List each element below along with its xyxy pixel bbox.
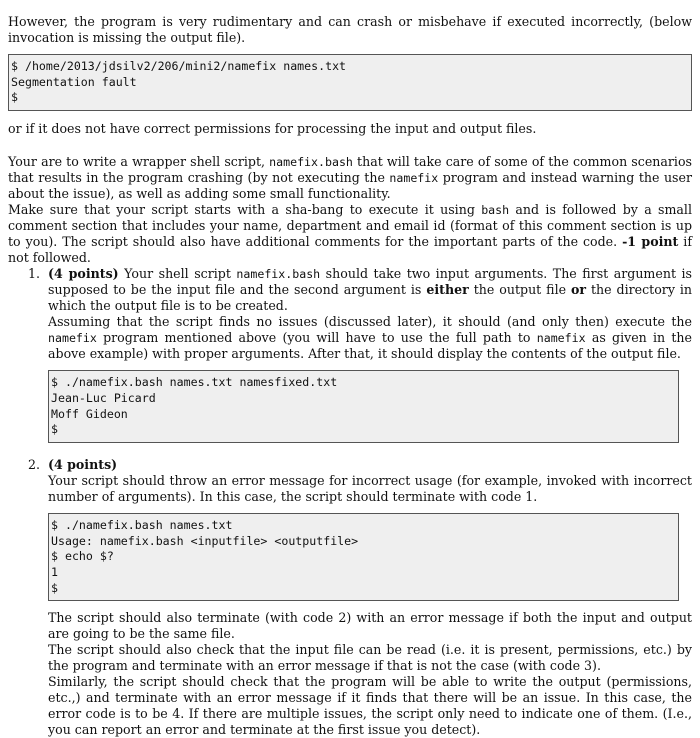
code-line: $ ./namefix.bash names.txt namesfixed.txt: [51, 375, 338, 390]
shebang-text: if not followed.: [8, 234, 692, 266]
item-text: as given in the above example) with proper arguments. After that, it should display the contents of the output file.: [48, 330, 692, 362]
program-name: namefix: [536, 331, 586, 346]
item-text: should take two input arguments. The first argument is supposed to be the input file and the second argument is: [48, 266, 693, 298]
task-paragraph: [8, 154, 692, 202]
shebang-paragraph: [8, 202, 692, 266]
requirement-item-2: [8, 457, 692, 738]
item-text: the directory in which the output file is to be created.: [48, 282, 693, 314]
item-number: 2.: [28, 456, 41, 472]
script-name: namefix.bash: [269, 155, 353, 170]
item-text: Assuming that the script finds no issues (discussed later), it should (and only then) execute the: [48, 314, 692, 330]
requirement-item-1: [8, 266, 692, 443]
code-line: Moff Gideon: [51, 406, 128, 421]
code-line: $ /home/2013/jdsilv2/206/mini2/namefix names.txt: [11, 59, 347, 73]
bash-name: bash: [481, 203, 510, 218]
item1-execution-paragraph: [48, 314, 692, 362]
item-text: the output file: [468, 282, 571, 298]
output-check-paragraph: Similarly, the script should check that the program will be able to write the output (permissions, etc.,) and terminate with an error message if it finds that there will be an issue. In this case, the error code is to be 4. If there are multiple issues, the script only need to indicate one of them. (I.e., you can report an error and terminate at the first issue you detect).: [48, 674, 692, 738]
code-line: $: [11, 90, 18, 105]
emphasis-either: either: [426, 282, 469, 298]
code-line: $ echo $?: [51, 549, 114, 564]
code-block-usage: [48, 513, 679, 602]
task-text: Your are to write a wrapper shell script,: [8, 154, 270, 170]
item1-paragraph: [48, 266, 692, 314]
intro-paragraph: However, the program is very rudimentary and can crash or misbehave if executed incorrectly, (below invocation is missing the output file).: [8, 14, 692, 45]
code-block-example-run: [48, 370, 679, 443]
program-name: namefix: [389, 171, 439, 186]
item2-usage-paragraph: Your script should throw an error message for incorrect usage (for example, invoked with incorrect number of arguments). In this case, the script should terminate with code 1.: [48, 472, 692, 504]
code-line: $ ./namefix.bash names.txt: [51, 517, 233, 532]
penalty-text: -1 point: [622, 234, 679, 250]
shebang-text: and is followed by a small comment section that includes your name, department and email id (format of this comment section is up to you). The script should also have additional comments for the important parts of the code.: [8, 202, 692, 250]
code-block-segfault: [8, 54, 692, 111]
code-line: $: [51, 580, 58, 595]
permissions-paragraph: or if it does not have correct permissions for processing the input and output files.: [8, 121, 537, 137]
emphasis-or: or: [571, 282, 587, 298]
task-text: program and instead warning the user about the issue), as well as adding some small functionality.: [8, 170, 692, 202]
program-name: namefix: [48, 331, 97, 346]
code-line: 1: [51, 565, 58, 580]
item-text: Your shell script: [118, 266, 237, 282]
input-check-paragraph: The script should also check that the input file can be read (i.e. it is present, permissions, etc.) by the program and terminate with an error message if that is not the case (with code 3).: [48, 642, 692, 674]
item-text: program mentioned above (you will have to use the full path to: [96, 330, 537, 346]
same-file-paragraph: The script should also terminate (with code 2) with an error message if both the input and output are going to be the same file.: [48, 610, 692, 642]
code-line: $: [51, 422, 58, 437]
code-line: Usage: namefix.bash <inputfile> <outputfile>: [51, 533, 359, 548]
points-label: (4 points): [48, 456, 118, 472]
code-line: Segmentation fault: [11, 74, 137, 89]
shebang-text: Make sure that your script starts with a sha-bang to execute it using: [8, 202, 482, 218]
script-name: namefix.bash: [236, 267, 321, 282]
item2-points: [48, 457, 692, 473]
task-text: that will take care of some of the common scenarios that results in the program crashing (by not executing the: [8, 154, 692, 186]
points-label: (4 points): [48, 266, 119, 282]
item-number: 1.: [28, 266, 41, 282]
code-line: Jean-Luc Picard: [51, 390, 156, 405]
assignment-document: [8, 14, 692, 738]
